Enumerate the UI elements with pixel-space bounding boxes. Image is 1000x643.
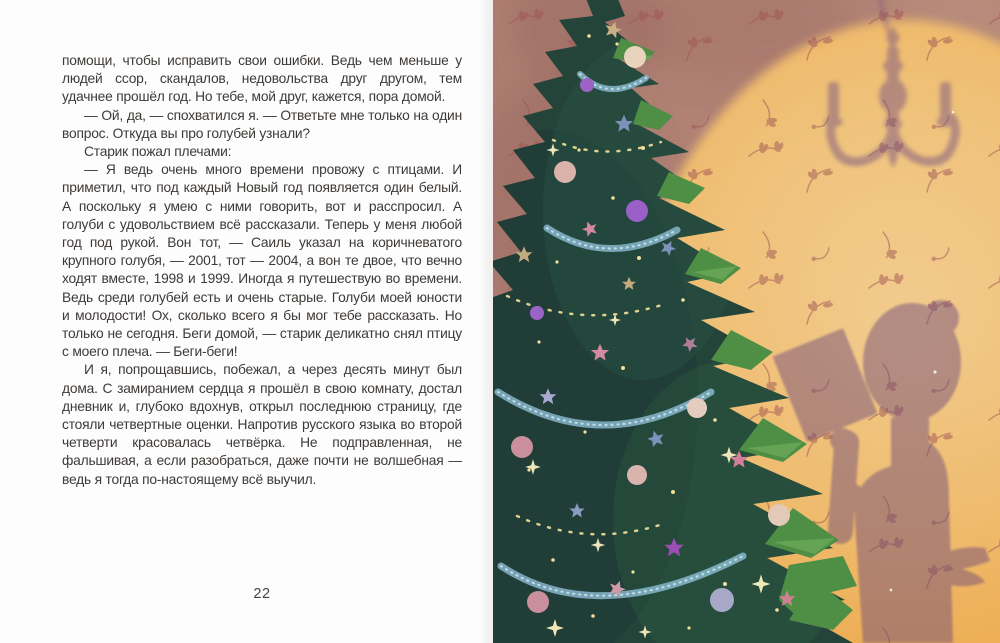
page-text: [62, 52, 462, 489]
paragraph-2: — Ой, да, — спохватился я. — Ответьте мне только на один вопрос. Откуда вы про голубей узнали?: [62, 107, 462, 141]
page-gutter: [479, 0, 493, 643]
left-page: [0, 0, 493, 643]
paragraph-5: И я, попрощавшись, побежал, а через десять минут был дома. С замиранием сердца я прошёл в свою комнату, достал дневник и, глубоко вдохнув, открыл последнюю страницу, где стояли четвертные оценки. Напротив русского языка во второй четверти красовалась четвёрка. Не подправленная, не фальшивая, а если разобраться, даже почти не волшебная — ведь я тогда по-настоящему всё выучил.: [62, 362, 462, 487]
right-page-illustration: [493, 0, 1000, 643]
paragraph-4: — Я ведь очень много времени провожу с птицами. И приметил, что под каждый Новый год появляется один белый. А поскольку я умею с ними говорить, вот и расспросил. А голуби с удовольствием всё рассказали. Теперь у меня любой год под рукой. Вон тот, — Саиль указал на коричневатого крупного голубя, — 2001, тот — 2004, а вон те двое, что вечно ходят вместе, 1998 и 1999. Иногда я путешествую во времени. Ведь среди голубей есть и очень старые. Голуби моей юности и молодости! Ох, сколько всего я бы мог тебе рассказать. Но только не сегодня. Беги домой, — старик деликатно снял птицу с моего плеча. — Беги-беги!: [62, 162, 462, 360]
paragraph-1: помощи, чтобы исправить свои ошибки. Ведь чем меньше у людей ссор, скандалов, недовольства друг другом, тем удачнее прошёл год. Но тебе, мой друг, кажется, пора домой.: [62, 53, 462, 105]
page-number: 22: [253, 586, 271, 602]
paragraph-3: Старик пожал плечами:: [84, 144, 232, 160]
